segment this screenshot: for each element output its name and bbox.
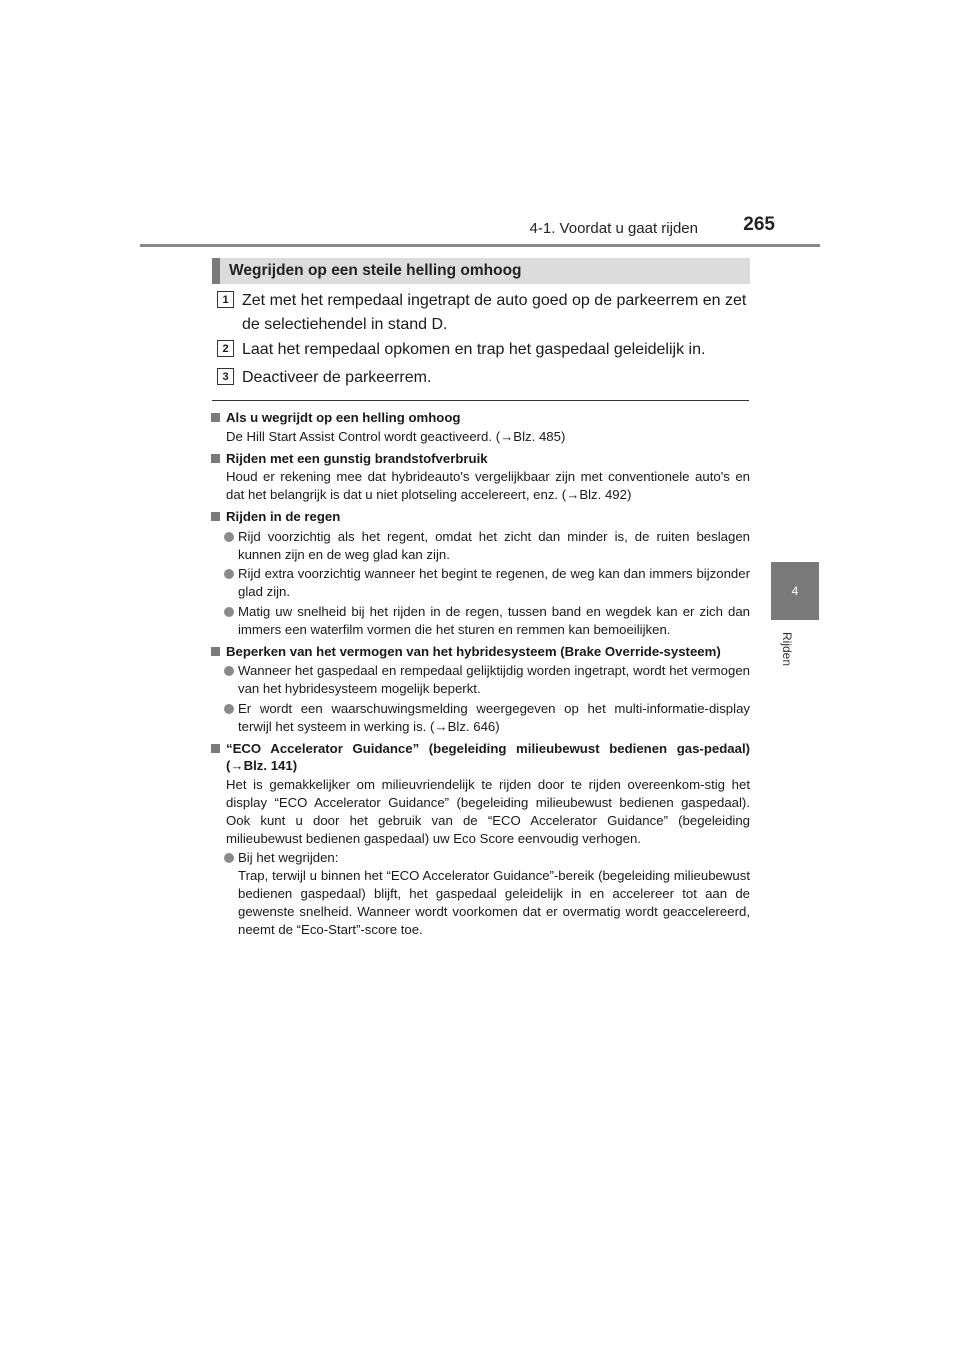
header-divider	[140, 244, 820, 247]
heading-accent-bar	[212, 258, 220, 284]
note-body: Het is gemakkelijker om milieuvriendelijk te rijden door te rijden overeenkom-stig het display “ECO Accelerator Guidance” (begeleiding milieubewust bedienen gaspedaal). Ook kunt u door het gebruik van de “ECO Accelerator Guidance” (begeleiding milieubewust bedienen gaspedaal) uw Eco Score eenvoudig verhogen.	[226, 777, 750, 846]
step-text: Laat het rempedaal opkomen en trap het gaspedaal geleidelijk in.	[242, 341, 706, 358]
note-eco-accelerator-guidance	[210, 740, 750, 939]
section-heading	[212, 258, 750, 284]
circle-bullet-icon	[224, 666, 234, 676]
chapter-number: 4	[791, 584, 799, 598]
chapter-label: Rijden	[780, 632, 794, 667]
chapter-tab	[771, 562, 819, 620]
note-body: Houd er rekening mee dat hybrideauto's vergelijkbaar zijn met conventionele auto's en dat het belangrijk is dat u niet plotseling accelereert, enz. (→Blz. 492)	[226, 469, 750, 503]
section-divider	[212, 400, 749, 401]
step-number-badge: 1	[217, 291, 234, 308]
step-1	[217, 289, 752, 337]
square-bullet-icon	[211, 454, 220, 463]
square-bullet-icon	[211, 413, 220, 422]
note-title: Rijden met een gunstig brandstofverbruik	[210, 450, 750, 468]
circle-bullet-icon	[224, 853, 234, 863]
step-text: Deactiveer de parkeerrem.	[242, 369, 432, 386]
list-item: Rijd voorzichtig als het regent, omdat het zicht dan minder is, de ruiten beslagen kunnen zijn en de weg glad kan zijn.	[210, 528, 750, 564]
note-title: Rijden in de regen	[210, 508, 750, 526]
list-item: Rijd extra voorzichtig wanneer het begint te regenen, de weg kan dan immers bijzonder glad zijn.	[210, 565, 750, 601]
note-title: Beperken van het vermogen van het hybridesysteem (Brake Override-systeem)	[210, 643, 750, 661]
step-number-badge: 2	[217, 340, 234, 357]
section-heading-text: Wegrijden op een steile helling omhoog	[229, 262, 522, 279]
circle-bullet-icon	[224, 569, 234, 579]
note-uphill-start	[210, 409, 750, 446]
note-brake-override	[210, 643, 750, 736]
running-header-title: 4-1. Voordat u gaat rijden	[529, 220, 698, 237]
notes-section	[210, 409, 750, 942]
note-driving-rain	[210, 508, 750, 639]
step-text: Zet met het rempedaal ingetrapt de auto goed op de parkeerrem en zet de selectiehendel in stand D.	[242, 292, 747, 333]
circle-bullet-icon	[224, 704, 234, 714]
step-2	[217, 338, 752, 362]
square-bullet-icon	[211, 744, 220, 753]
circle-bullet-icon	[224, 607, 234, 617]
note-title: “ECO Accelerator Guidance” (begeleiding milieubewust bedienen gas-pedaal) (→Blz. 141)	[210, 740, 750, 776]
square-bullet-icon	[211, 512, 220, 521]
step-3	[217, 366, 752, 390]
circle-bullet-icon	[224, 532, 234, 542]
page-number: 265	[743, 214, 775, 235]
square-bullet-icon	[211, 647, 220, 656]
list-item: Bij het wegrijden: Trap, terwijl u binnen het “ECO Accelerator Guidance”-bereik (begeleiding milieubewust bedienen gaspedaal) blijft, het gaspedaal geleidelijk in en accelereer tot aan de gewenste snelheid. Wanneer wordt voorkomen dat er overmatig wordt geaccelereerd, neemt de “Eco-Start”-score toe.	[210, 849, 750, 938]
note-title: Als u wegrijdt op een helling omhoog	[210, 409, 750, 427]
note-fuel-economy	[210, 450, 750, 504]
list-item: Matig uw snelheid bij het rijden in de regen, tussen band en wegdek kan er zich dan immers een waterfilm vormen die het sturen en remmen kan bemoeilijken.	[210, 603, 750, 639]
list-item: Wanneer het gaspedaal en rempedaal gelijktijdig worden ingetrapt, wordt het vermogen van het hybridesysteem mogelijk beperkt.	[210, 662, 750, 698]
list-item: Er wordt een waarschuwingsmelding weergegeven op het multi-informatie-display terwijl het systeem in werking is. (→Blz. 646)	[210, 700, 750, 736]
note-body: De Hill Start Assist Control wordt geactiveerd. (→Blz. 485)	[226, 428, 566, 444]
step-number-badge: 3	[217, 368, 234, 385]
